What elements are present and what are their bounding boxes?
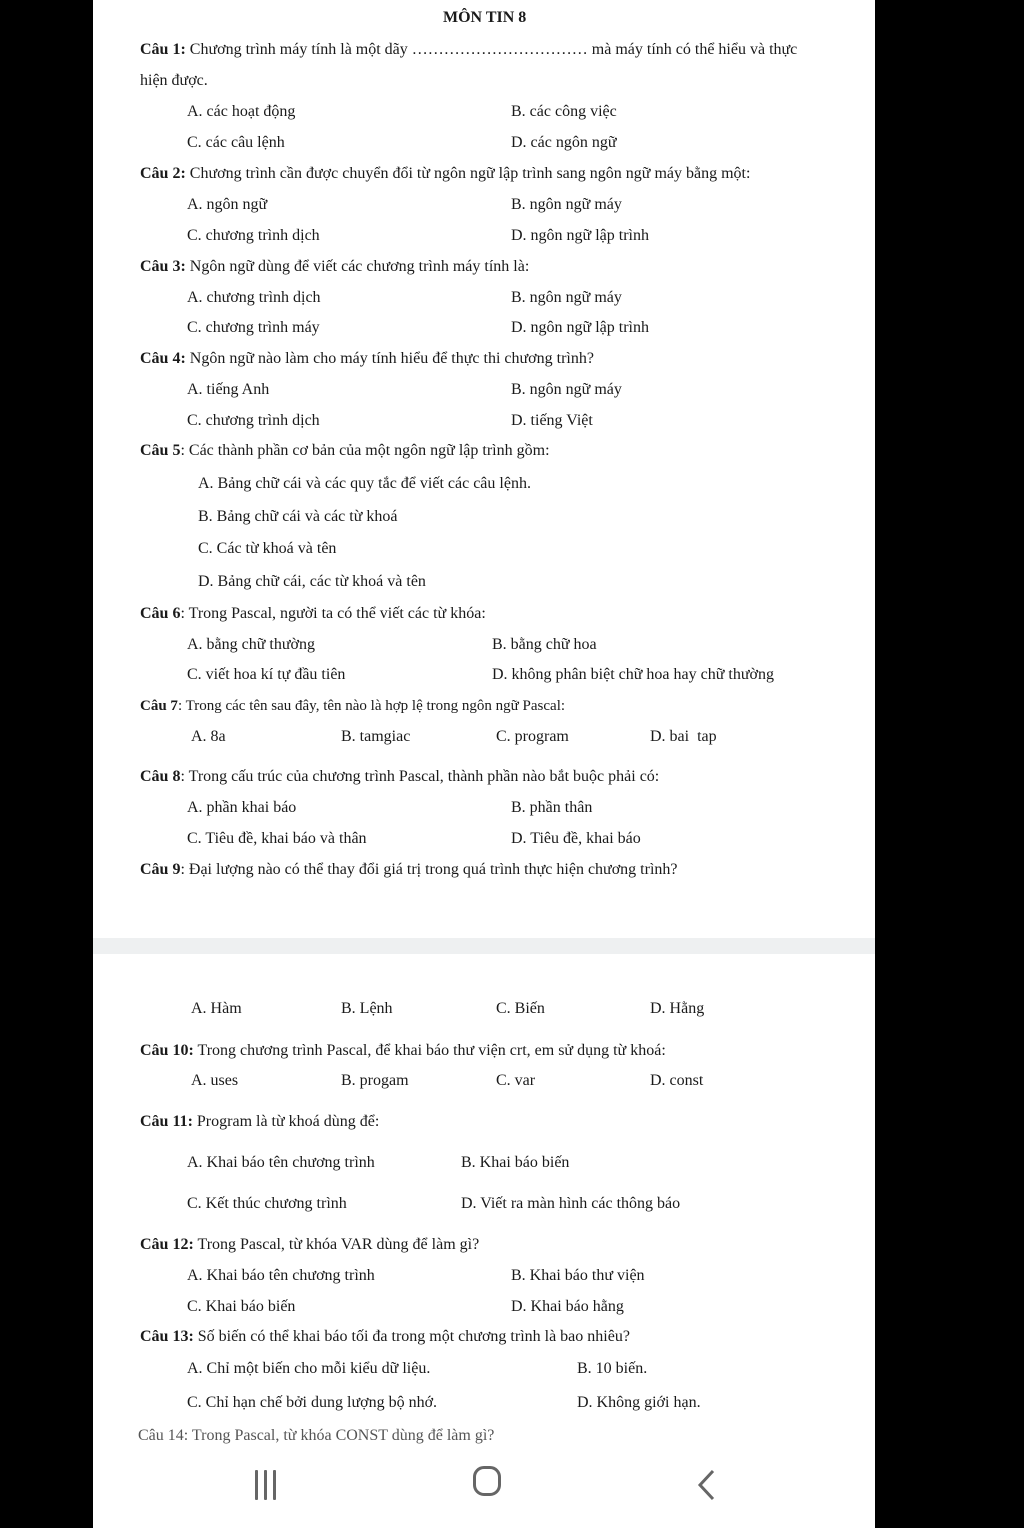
question-label: Câu 3: [140,258,186,275]
option: C. Biến [496,1000,545,1017]
option: A. chương trình dịch [187,289,321,306]
question-label: Câu 6 [140,605,181,622]
question-label: Câu 11: [140,1113,193,1130]
option: A. các hoạt động [187,103,296,120]
option: C. các câu lệnh [187,134,285,151]
option: A. Hàm [191,1000,242,1017]
question-text: : Trong cấu trúc của chương trình Pascal, thành phần nào bắt buộc phải có: [180,768,660,785]
question-11 [140,1112,379,1132]
question-label: Câu 12: [140,1236,194,1253]
option: C. Tiêu đề, khai báo và thân [187,830,367,847]
option: A. uses [191,1072,239,1089]
question-6 [140,604,486,624]
option: A. Bảng chữ cái và các quy tắc để viết các câu lệnh. [198,475,531,492]
question-text: : Các thành phần cơ bản của một ngôn ngữ lập trình gồm: [180,442,550,459]
question-text: Ngôn ngữ dùng để viết các chương trình máy tính là: [185,258,530,275]
question-text: : Đại lượng nào có thể thay đổi giá trị trong quá trình thực hiện chương trình? [180,861,678,878]
question-10 [140,1041,666,1061]
cutoff-question-14 [138,1427,568,1446]
question-text: Program là từ khoá dùng để: [192,1113,380,1130]
option: A. ngôn ngữ [187,196,268,213]
question-label: Câu 13: [140,1328,194,1345]
option: C. var [496,1072,536,1089]
question-12 [140,1235,479,1255]
option: C. Các từ khoá và tên [198,540,337,557]
question-text: Chương trình cần được chuyển đổi từ ngôn ngữ lập trình sang ngôn ngữ máy bằng một: [185,165,751,182]
option: B. bằng chữ hoa [492,636,597,653]
home-icon[interactable] [473,1466,501,1496]
question-text: Chương trình máy tính là một dãy …………………………… mà máy tính có thể hiểu và thực [185,41,798,58]
option: C. Chỉ hạn chế bởi dung lượng bộ nhớ. [187,1394,438,1411]
question-13 [140,1327,630,1347]
page-title: MÔN TIN 8 [443,9,527,26]
option: D. bai tap [650,728,717,745]
option: C. program [496,728,569,745]
option: A. 8a [191,728,226,745]
option: B. tamgiac [341,728,411,745]
question-5 [140,441,550,461]
option: C. Khai báo biến [187,1298,296,1315]
question-text: Trong Pascal, từ khóa VAR dùng để làm gì? [193,1236,480,1253]
option: C. chương trình dịch [187,412,320,429]
question-text: : Trong các tên sau đây, tên nào là hợp lệ trong ngôn ngữ Pascal: [177,698,566,714]
option: C. Kết thúc chương trình [187,1195,347,1212]
question-9 [140,860,678,880]
option: D. không phân biệt chữ hoa hay chữ thường [492,666,774,683]
back-icon[interactable] [695,1468,719,1502]
option: D. các ngôn ngữ [511,134,617,151]
question-4 [140,349,594,369]
option: D. Bảng chữ cái, các từ khoá và tên [198,573,426,590]
document-page [93,0,875,1528]
question-label: Câu 9 [140,861,181,878]
question-label: Câu 2: [140,165,186,182]
navigation-bar [93,1427,875,1528]
option: C. chương trình dịch [187,227,320,244]
question-2 [140,164,750,184]
option: A. Khai báo tên chương trình [187,1267,375,1284]
option: B. Khai báo biến [461,1154,570,1171]
question-8 [140,767,659,787]
question-1 [140,40,797,60]
question-label: Câu 5 [140,442,181,459]
option: D. tiếng Việt [511,412,593,429]
page-break [93,938,875,954]
question-label: Câu 7 [140,698,178,714]
question-1-continued: hiện được. [140,72,208,89]
question-label: Câu 10: [140,1042,194,1059]
cutoff-text: Câu 14: Trong Pascal, từ khóa CONST dùng để làm gì? [138,1427,495,1444]
option: D. ngôn ngữ lập trình [511,227,649,244]
question-text: Trong chương trình Pascal, để khai báo thư viện crt, em sử dụng từ khoá: [193,1042,666,1059]
option: B. phần thân [511,799,593,816]
option: B. Bảng chữ cái và các từ khoá [198,508,398,525]
option: A. phần khai báo [187,799,297,816]
option: D. Khai báo hằng [511,1298,624,1315]
question-label: Câu 1: [140,41,186,58]
recent-apps-icon[interactable] [255,1470,283,1500]
question-label: Câu 8 [140,768,181,785]
option: D. Hằng [650,1000,705,1017]
option: A. tiếng Anh [187,381,270,398]
option: B. 10 biến. [577,1360,648,1377]
option: D. Viết ra màn hình các thông báo [461,1195,681,1212]
question-3 [140,257,529,277]
option: A. Khai báo tên chương trình [187,1154,375,1171]
option: B. các công việc [511,103,617,120]
option: B. ngôn ngữ máy [511,289,622,306]
option: B. Lệnh [341,1000,393,1017]
option: B. ngôn ngữ máy [511,381,622,398]
option: B. Khai báo thư viện [511,1267,645,1284]
option: A. bằng chữ thường [187,636,316,653]
option: A. Chỉ một biến cho mỗi kiểu dữ liệu. [187,1360,431,1377]
option: D. ngôn ngữ lập trình [511,319,649,336]
option: D. Tiêu đề, khai báo [511,830,641,847]
option: B. ngôn ngữ máy [511,196,622,213]
option: D. Không giới hạn. [577,1394,701,1411]
option: C. chương trình máy [187,319,320,336]
question-7 [140,696,565,716]
option: C. viết hoa kí tự đầu tiên [187,666,346,683]
question-text: : Trong Pascal, người ta có thể viết các từ khóa: [180,605,486,622]
question-label: Câu 4: [140,350,186,367]
question-text: Ngôn ngữ nào làm cho máy tính hiểu để thực thi chương trình? [185,350,594,367]
option: D. const [650,1072,704,1089]
option: B. progam [341,1072,409,1089]
question-text: Số biến có thể khai báo tối đa trong một chương trình là bao nhiêu? [193,1328,630,1345]
